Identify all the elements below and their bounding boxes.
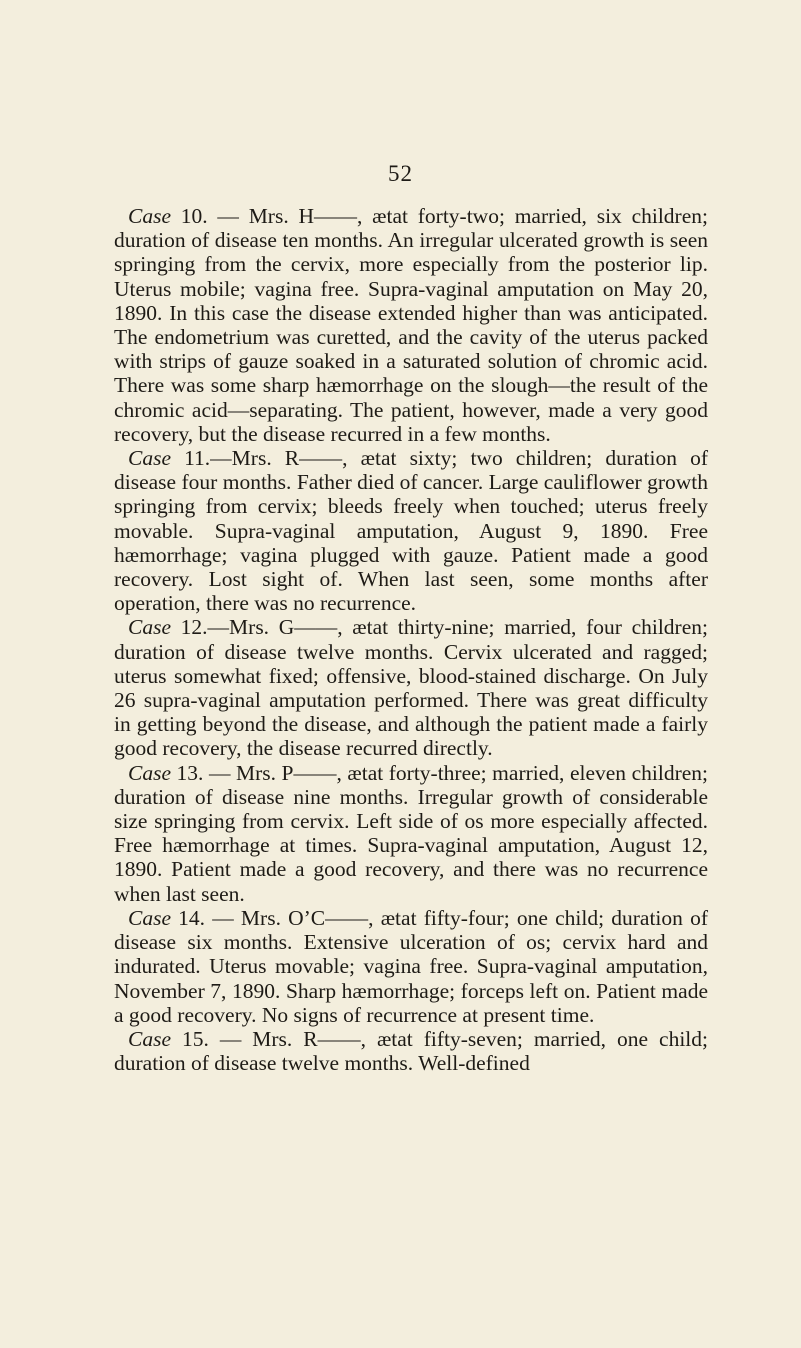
case-label: Case xyxy=(128,760,171,785)
case-text: 10. — Mrs. H——, ætat forty-two; married, six children; duration of disease ten months. An irregular ulcerated growth is seen springing from the cervix, more especially from the posterior lip. Uterus mobile; vagina free. Supra-vaginal amputation on May 20, 1890. In this case the disease extended higher than was anticipated. The endometrium was curetted, and the cavity of the uterus packed with strips of gauze soaked in a saturated solution of chromic acid. There was some sharp hæmorrhage on the slough—the result of the chromic acid—separating. The patient, however, made a very good recovery, but the disease recurred in a few months. xyxy=(114,204,708,446)
case-paragraph-11 xyxy=(114,446,708,615)
page-number: 52 xyxy=(388,161,413,186)
case-paragraph-15 xyxy=(114,1027,708,1075)
case-label: Case xyxy=(128,905,171,930)
case-paragraph-12 xyxy=(114,615,708,760)
case-label: Case xyxy=(128,615,171,640)
case-text: 12.—Mrs. G——, ætat thirty-nine; married, four children; duration of disease twelve months. Cervix ulcerated and ragged; uterus somewhat fixed; offensive, blood-stained discharge. On July 26 supra-vaginal amputation performed. There was great difficulty in getting beyond the disease, and although the patient made a fairly good recovery, the disease recurred directly. xyxy=(114,615,708,761)
case-label: Case xyxy=(128,204,171,228)
case-label: Case xyxy=(128,446,171,471)
case-label: Case xyxy=(128,1026,171,1051)
case-paragraph-14 xyxy=(114,906,708,1027)
case-text: 11.—Mrs. R——, ætat sixty; two children; duration of disease four months. Father died of cancer. Large cauliflower growth springing from cervix; bleeds freely when touched; uterus freely movable. Supra-vaginal amputation, August 9, 1890. Free hæmorrhage; vagina plugged with gauze. Patient made a good recovery. Lost sight of. When last seen, some months after operation, there was no recurrence. xyxy=(114,446,708,616)
case-paragraph-10 xyxy=(114,204,708,446)
case-text: 13. — Mrs. P——, ætat forty-three; married, eleven children; duration of disease nine months. Irregular growth of considerable size springing from cervix. Left side of os more especially affected. Free hæmorrhage at times. Supra-vaginal amputation, August 12, 1890. Patient made a good recovery, and there was no recurrence when last seen. xyxy=(114,760,708,906)
case-text: 15. — Mrs. R——, ætat fifty-seven; married, one child; duration of disease twelve months. Well-defined xyxy=(114,1026,708,1076)
body-text xyxy=(114,204,708,1075)
case-paragraph-13 xyxy=(114,761,708,906)
case-text: 14. — Mrs. O’C——, ætat fifty-four; one child; duration of disease six months. Extensive ulceration of os; cervix hard and indurated. Uterus movable; vagina free. Supra-vaginal amputation, November 7, 1890. Sharp hæmorrhage; forceps left on. Patient made a good recovery. No signs of recurrence at present time. xyxy=(114,905,708,1027)
